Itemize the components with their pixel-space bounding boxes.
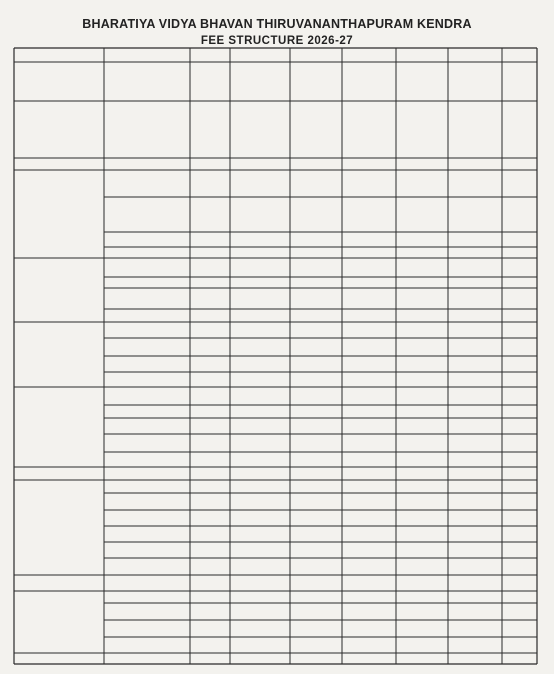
- school-title: BHARATIYA VIDYA BHAVAN THIRUVANANTHAPURAM KENDRA: [82, 17, 472, 31]
- document-subtitle: FEE STRUCTURE 2026-27: [200, 35, 354, 47]
